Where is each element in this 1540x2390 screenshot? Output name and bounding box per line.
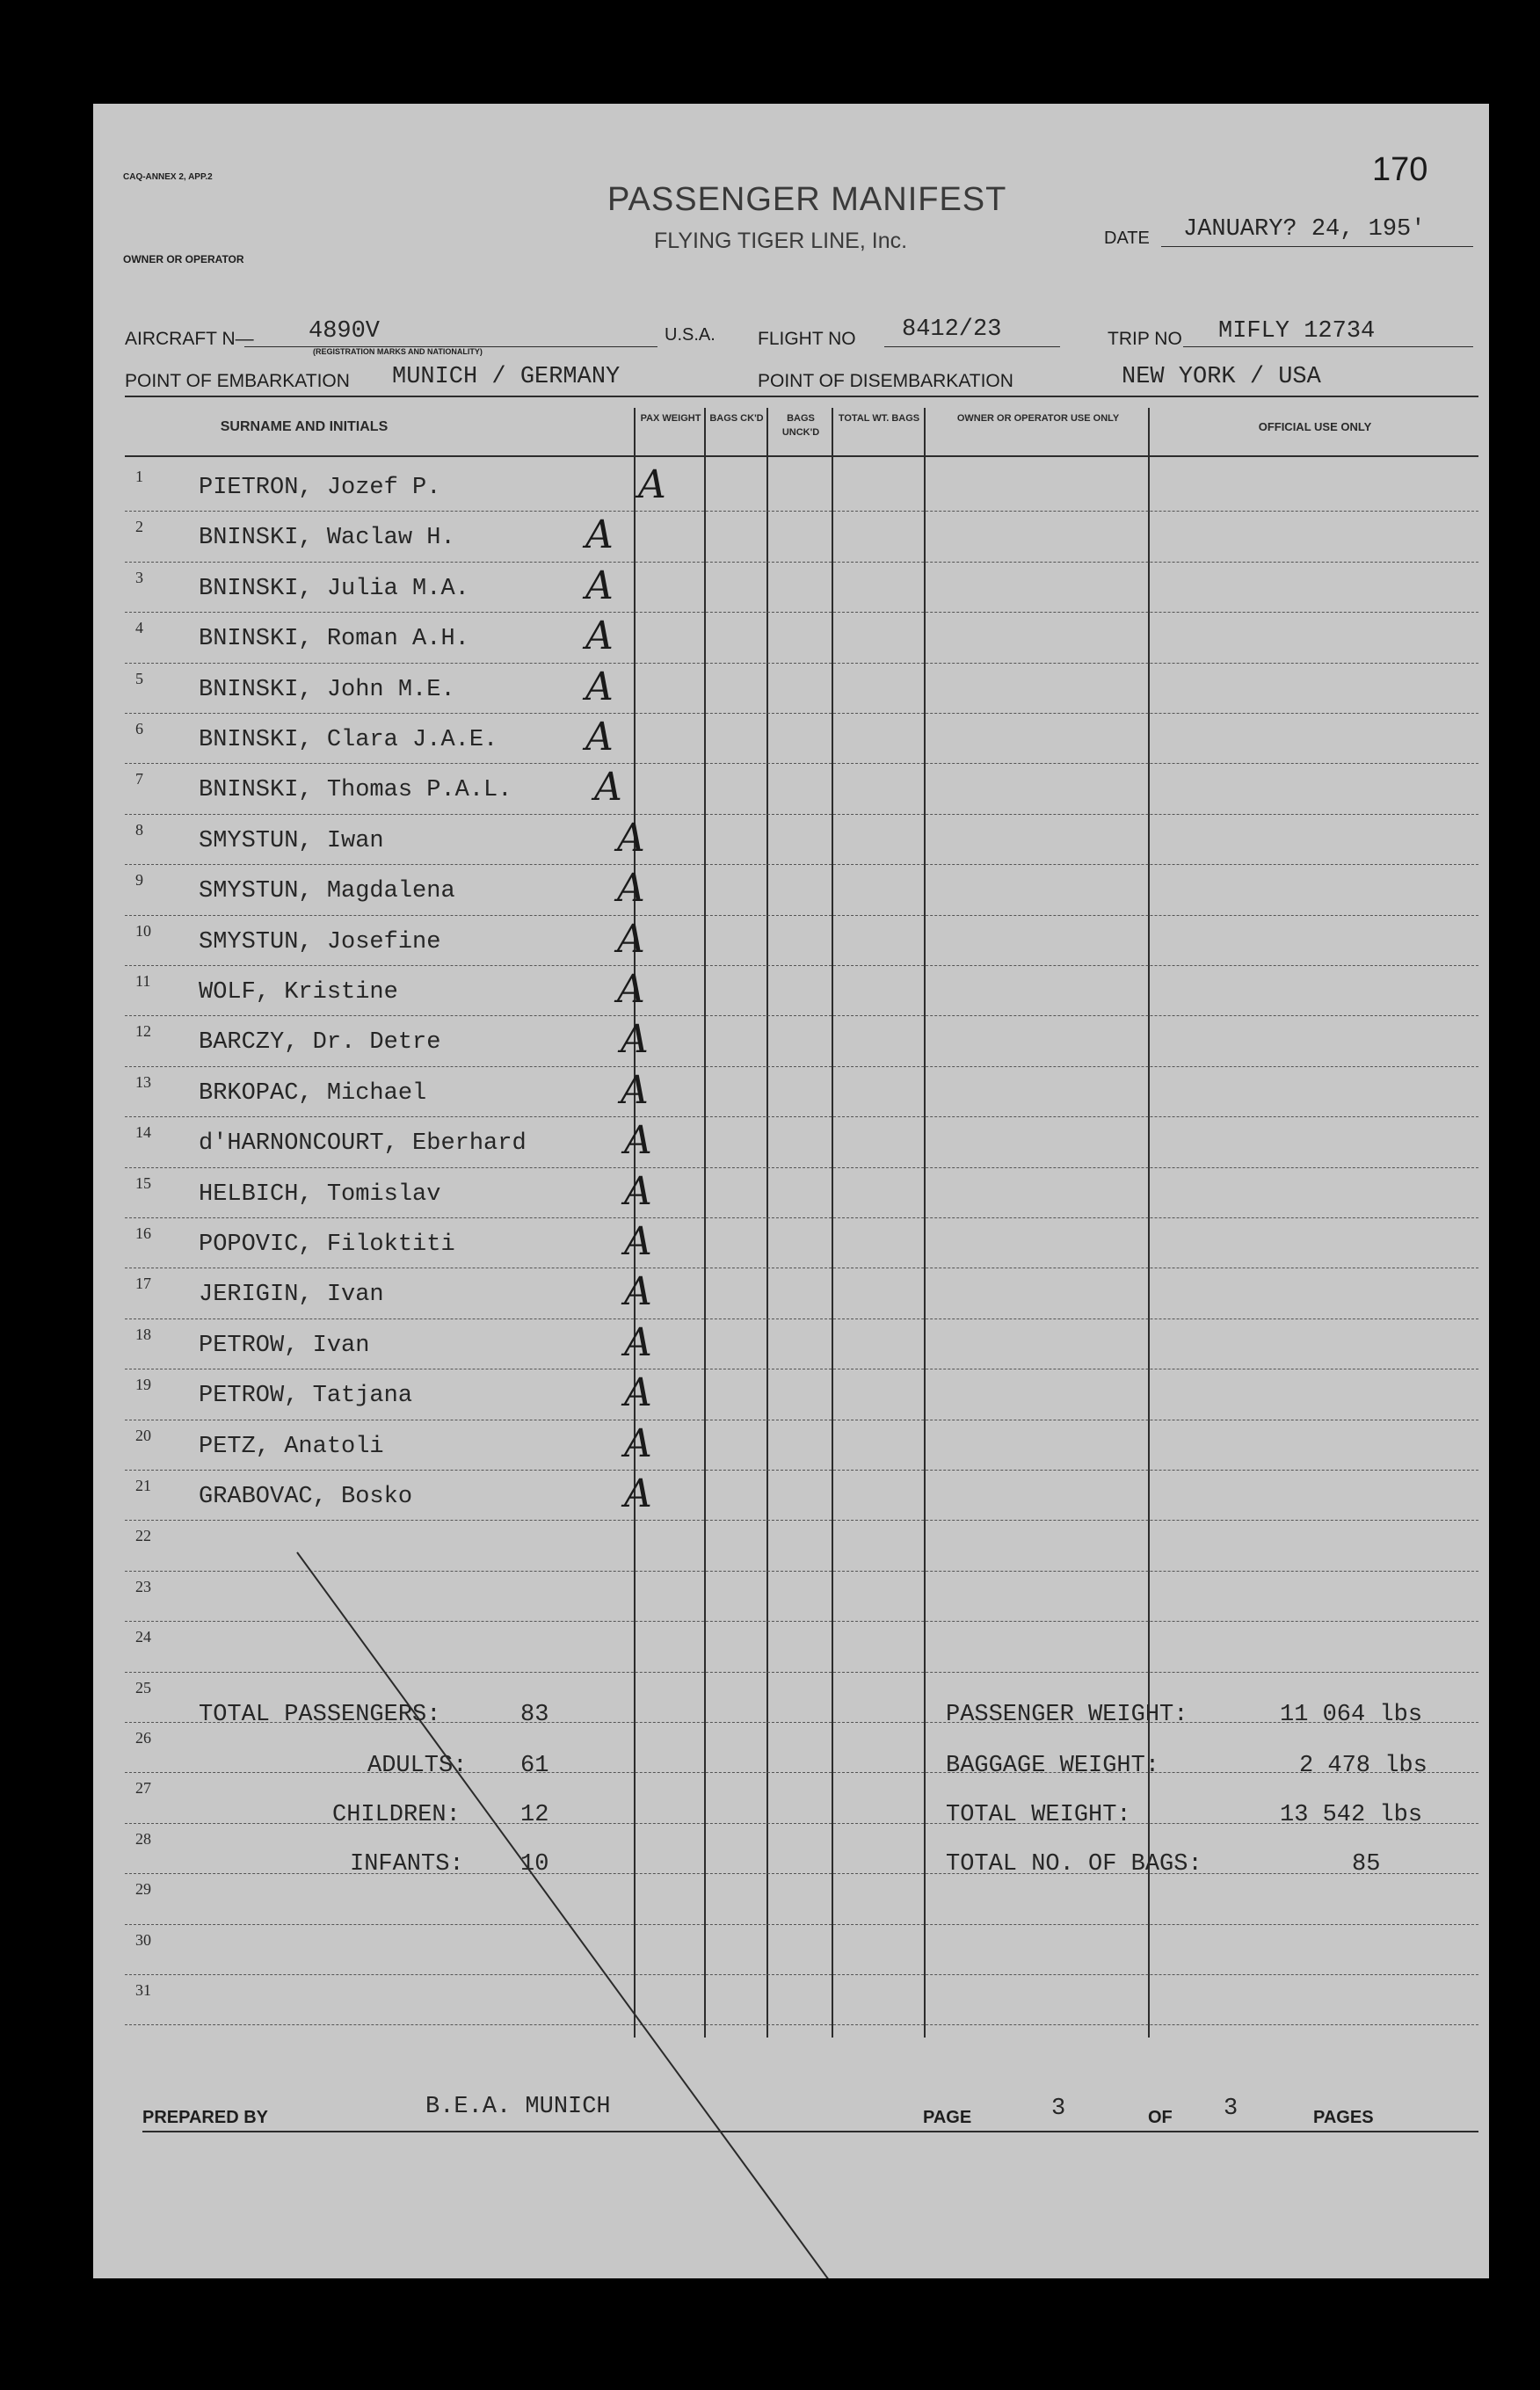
handwritten-check-mark: A: [624, 1168, 652, 1214]
col-official-use: OFFICIAL USE ONLY: [1258, 420, 1372, 433]
row-number: 13: [135, 1072, 151, 1091]
handwritten-check-mark: A: [585, 715, 614, 759]
row-number: 18: [135, 1325, 151, 1343]
page-label: PAGE: [923, 2108, 972, 2127]
handwritten-check-mark: A: [624, 1319, 652, 1365]
date-value: JANUARY? 24, 195': [1183, 216, 1426, 243]
row-number: 16: [135, 1224, 151, 1242]
page-value: 3: [1051, 2096, 1066, 2122]
prepared-value: B.E.A. MUNICH: [425, 2094, 611, 2120]
row-number: 27: [135, 1779, 151, 1798]
handwritten-check-mark: A: [594, 765, 622, 810]
registration-note: (REGISTRATION MARKS AND NATIONALITY): [313, 347, 483, 356]
row-number: 29: [135, 1880, 151, 1899]
row-number: 2: [135, 518, 143, 536]
handwritten-check-mark: A: [624, 1420, 652, 1466]
handwritten-check-mark: A: [624, 1370, 652, 1416]
handwritten-check-mark: A: [617, 967, 645, 1012]
passenger-name: PIETRON, Jozef P.: [199, 475, 441, 501]
total-bags-value: 85: [1352, 1851, 1381, 1878]
disembark-label: POINT OF DISEMBARKATION: [758, 371, 1013, 391]
row-number: 15: [135, 1173, 151, 1192]
col-pax-weight: PAX WEIGHT: [640, 413, 701, 424]
passenger-name: d'HARNONCOURT, Eberhard: [199, 1130, 527, 1158]
row-number: 23: [135, 1577, 151, 1595]
adults-label: ADULTS:: [367, 1753, 468, 1779]
passenger-name: SMYSTUN, Magdalena: [199, 878, 455, 905]
row-number: 22: [135, 1527, 151, 1545]
handwritten-check-mark: A: [585, 614, 614, 659]
total-bags-label: TOTAL NO. OF BAGS:: [946, 1851, 1202, 1878]
passenger-name: HELBICH, Tomislav: [199, 1180, 441, 1208]
passenger-name: BNINSKI, Julia M.A.: [199, 575, 469, 602]
row-number: 26: [135, 1729, 151, 1747]
owner-label: OWNER OR OPERATOR: [123, 253, 244, 265]
handwritten-check-mark: A: [585, 512, 614, 558]
row-number: 1: [135, 468, 143, 485]
passenger-name: BNINSKI, Roman A.H.: [199, 626, 469, 653]
children-label: CHILDREN:: [332, 1802, 461, 1828]
infants-value: 10: [520, 1851, 549, 1878]
date-label: DATE: [1104, 229, 1150, 248]
handwritten-check-mark: A: [621, 1017, 649, 1063]
flight-label: FLIGHT NO: [758, 329, 856, 349]
handwritten-check-mark: A: [624, 1219, 652, 1264]
trip-label: TRIP NO: [1108, 329, 1182, 349]
total-weight-value: 13 542 lbs: [1280, 1802, 1423, 1828]
handwritten-check-mark: A: [617, 815, 645, 861]
col-surname: SURNAME AND INITIALS: [220, 419, 389, 434]
embark-label: POINT OF EMBARKATION: [125, 371, 350, 391]
handwritten-check-mark: A: [617, 916, 645, 962]
row-number: 4: [135, 619, 143, 637]
col-total-wt-bags: TOTAL WT. BAGS: [838, 413, 920, 424]
passenger-name: BNINSKI, John M.E.: [199, 676, 455, 703]
manifest-page: [93, 104, 1489, 2278]
baggage-weight-label: BAGGAGE WEIGHT:: [946, 1753, 1160, 1779]
handwritten-check-mark: A: [624, 1269, 652, 1315]
company-name: FLYING TIGER LINE, Inc.: [654, 229, 908, 253]
page-number: 170: [1372, 151, 1428, 188]
passenger-name: SMYSTUN, Iwan: [199, 827, 384, 854]
row-number: 30: [135, 1930, 151, 1949]
form-code: CAQ-ANNEX 2, APP.2: [123, 172, 213, 182]
row-number: 3: [135, 568, 143, 586]
passenger-name: GRABOVAC, Bosko: [199, 1484, 413, 1510]
passenger-weight-label: PASSENGER WEIGHT:: [946, 1702, 1188, 1728]
handwritten-check-mark: A: [621, 1067, 649, 1113]
passenger-name: POPOVIC, Filoktiti: [199, 1231, 455, 1258]
col-bags-ckd: BAGS CK'D: [709, 413, 764, 424]
infants-label: INFANTS:: [350, 1851, 464, 1878]
passenger-name: PETZ, Anatoli: [199, 1433, 384, 1460]
aircraft-value: 4890V: [309, 318, 381, 345]
row-number: 25: [135, 1678, 151, 1696]
trip-value: MIFLY 12734: [1218, 318, 1376, 345]
row-number: 17: [135, 1275, 151, 1293]
total-passengers-label: TOTAL PASSENGERS:: [199, 1702, 441, 1728]
passenger-name: BNINSKI, Thomas P.A.L.: [199, 777, 512, 804]
row-number: 10: [135, 921, 151, 940]
handwritten-check-mark: A: [585, 664, 614, 709]
disembark-value: NEW YORK / USA: [1122, 364, 1321, 390]
row-number: 28: [135, 1829, 151, 1848]
handwritten-check-mark: A: [624, 1471, 652, 1516]
prepared-label: PREPARED BY: [142, 2108, 268, 2127]
embark-value: MUNICH / GERMANY: [392, 364, 621, 390]
row-number: 11: [135, 972, 151, 990]
passenger-name: SMYSTUN, Josefine: [199, 928, 441, 955]
row-number: 6: [135, 720, 143, 737]
col-owner-use: OWNER OR OPERATOR USE ONLY: [956, 413, 1120, 424]
passenger-weight-value: 11 064 lbs: [1280, 1702, 1423, 1728]
total-passengers-value: 83: [520, 1702, 549, 1728]
row-number: 14: [135, 1123, 151, 1142]
handwritten-check-mark: A: [638, 462, 666, 507]
aircraft-label: AIRCRAFT N—: [125, 329, 254, 349]
row-number: 21: [135, 1477, 151, 1494]
of-label: OF: [1148, 2108, 1173, 2127]
row-number: 12: [135, 1022, 151, 1041]
passenger-name: BARCZY, Dr. Detre: [199, 1029, 441, 1057]
of-value: 3: [1224, 2096, 1239, 2122]
adults-value: 61: [520, 1753, 549, 1779]
manifest-title: PASSENGER MANIFEST: [607, 181, 1007, 218]
passenger-name: PETROW, Tatjana: [199, 1383, 413, 1410]
row-number: 5: [135, 669, 143, 687]
passenger-name: BNINSKI, Clara J.A.E.: [199, 727, 498, 753]
col-bags-unckd: BAGS UNCK'D: [781, 413, 820, 438]
row-number: 19: [135, 1376, 151, 1394]
passenger-name: BNINSKI, Waclaw H.: [199, 525, 455, 552]
passenger-name: JERIGIN, Ivan: [199, 1282, 384, 1309]
handwritten-check-mark: A: [617, 866, 645, 912]
children-value: 12: [520, 1802, 549, 1828]
handwritten-check-mark: A: [624, 1118, 652, 1164]
row-number: 7: [135, 770, 143, 788]
total-weight-label: TOTAL WEIGHT:: [946, 1802, 1131, 1828]
passenger-name: WOLF, Kristine: [199, 979, 398, 1006]
flight-value: 8412/23: [902, 316, 1002, 343]
passenger-name: BRKOPAC, Michael: [199, 1079, 427, 1107]
row-number: 20: [135, 1426, 151, 1444]
row-number: 31: [135, 1981, 151, 1999]
pages-label: PAGES: [1313, 2108, 1374, 2127]
row-number: 8: [135, 820, 143, 839]
baggage-weight-value: 2 478 lbs: [1299, 1753, 1427, 1779]
handwritten-check-mark: A: [585, 563, 614, 608]
cancel-stroke: [93, 104, 1489, 2278]
row-number: 24: [135, 1628, 151, 1646]
nationality: U.S.A.: [665, 325, 716, 345]
row-number: 9: [135, 871, 143, 890]
passenger-name: PETROW, Ivan: [199, 1332, 370, 1359]
